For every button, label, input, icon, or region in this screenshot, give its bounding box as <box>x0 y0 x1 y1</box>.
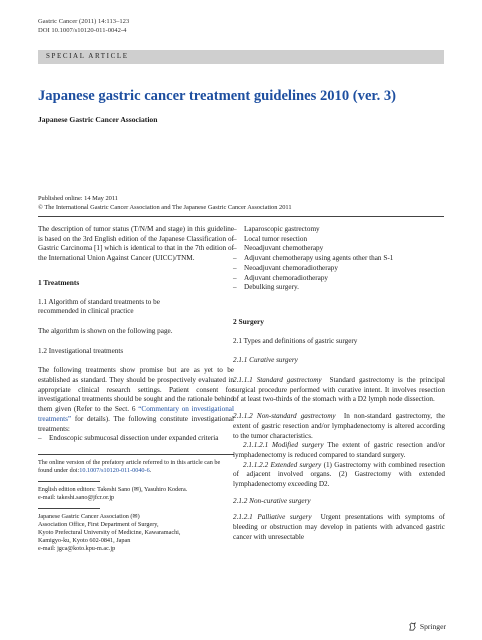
paragraph-2-1-1-1: 2.1.1.1 Standard gastrectomy Standard gastrectomy is the principal surgical procedure performed with curative intent. It involves resection of at least two-thirds of the stomach with a D2 lymph node dissection. <box>233 376 446 404</box>
algorithm-paragraph: The algorithm is shown on the following page. <box>38 326 173 335</box>
heading-1-1: 1.1 Algorithm of standard treatments to be recommended in clinical practice <box>38 297 160 316</box>
footnote-divider <box>38 481 100 482</box>
intro-paragraph: The description of tumor status (T/N/M and stage) in this guideline is based on the 3rd English edition of the Japanese Classification of Gastric Carcinoma [1] which is identical to that in the 7th edition of the International Union Against Cancer (UICC)/TNM. <box>38 225 234 263</box>
copyright: © The International Gastric Cancer Association and The Japanese Gastric Cancer Association 2011 <box>38 203 292 211</box>
list-item: – Adjuvant chemotherapy using agents other than S-1 <box>233 254 394 263</box>
investigational-list-continued <box>233 225 445 293</box>
list-item: – Debulking surgery. <box>233 283 299 292</box>
editor-email: e-mail: takeshi.sano@jfcr.or.jp <box>38 493 115 501</box>
list-item: – Neoadjuvant chemoradiotherapy <box>233 263 338 272</box>
commentary-link[interactable]: “Commentary on investigational treatments” <box>38 405 234 423</box>
investigational-paragraph: The following treatments show promise but are as yet to be established as standard. They should be prospectively evaluated in appropriate clinical research settings. Patient consent for investigational treatments should be sought and the rationale behind them given (Refer to the Sect. 6 “Commentary on investigational treatments” for details). The following constitute investigational treatments: <box>38 366 234 433</box>
journal-citation: Gastric Cancer (2011) 14:113–123 <box>38 18 130 25</box>
association-name: Japanese Gastric Cancer Association (✉) <box>38 512 140 520</box>
header-rule <box>38 216 444 217</box>
list-item: – Local tumor resection <box>233 234 308 243</box>
publisher-name: Springer <box>419 622 446 631</box>
author: Japanese Gastric Cancer Association <box>38 115 158 124</box>
running-header <box>38 18 129 35</box>
section-banner <box>38 50 444 64</box>
paragraph-2-1-1-2: 2.1.1.2 Non-standard gastrectomy In non-standard gastrectomy, the extent of gastric resection and/or lymphadenectomy is altered according to the tumor characteristics. <box>233 412 446 440</box>
list-item: – Laparoscopic gastrectomy <box>233 225 320 233</box>
footnote-divider <box>38 508 100 509</box>
online-version-note: The online version of the prefatory article referred to in this article can be found under doi:10.1007/s10120-011-0040-6. <box>38 458 221 474</box>
list-item: – Neoadjuvant chemotherapy <box>233 244 324 253</box>
editors-note: English edition editors: Takeshi Sano (✉), Yasuhiro Kodera. <box>38 485 188 493</box>
right-column <box>233 225 445 543</box>
article-title: Japanese gastric cancer treatment guidelines 2010 (ver. 3) <box>38 88 397 104</box>
doi: DOI 10.1007/s10120-011-0042-4 <box>38 26 127 34</box>
address-line: Kamigyo-ku, Kyoto 602-0841, Japan <box>38 536 131 544</box>
heading-2-1-2: 2.1.2 Non-curative surgery <box>233 496 311 505</box>
heading-2-1: 2.1 Types and definitions of gastric surgery <box>233 336 358 345</box>
investigational-list <box>38 434 234 444</box>
heading-2-1-1: 2.1.1 Curative surgery <box>233 356 298 365</box>
section-label: SPECIAL ARTICLE <box>46 52 129 60</box>
address-line: Kyoto Prefectural University of Medicine, Kawaramachi, <box>38 528 181 536</box>
heading-treatments: 1 Treatments <box>38 277 80 287</box>
heading-surgery: 2 Surgery <box>233 316 264 326</box>
address-line: Association Office, First Department of Surgery, <box>38 520 159 528</box>
published-date: Published online: 14 May 2011 <box>38 195 118 202</box>
heading-1-2: 1.2 Investigational treatments <box>38 346 124 355</box>
list-item: – Endoscopic submucosal dissection under expanded criteria <box>38 434 219 443</box>
publication-info <box>38 195 292 212</box>
publisher-mark <box>408 622 446 631</box>
left-column <box>38 225 234 553</box>
prefatory-doi-link[interactable]: 10.1007/s10120-011-0040-6 <box>79 466 150 474</box>
paragraph-2-1-2-1: 2.1.2.1 Palliative surgery Urgent presentations with symptoms of bleeding or obstruction may develop in patients with advanced gastric cancer with unresectable <box>233 513 446 541</box>
paragraph-2-1-1-2-2: 2.1.1.2.2 Extended surgery (1) Gastrectomy with combined resection of adjacent involved organs. (2) Gastrectomy with extended lymphadenectomy exceeding D2. <box>233 460 446 489</box>
association-email: e-mail: jgca@koto.kpu-m.ac.jp <box>38 544 116 552</box>
footnote-rule <box>38 454 234 455</box>
springer-horse-icon <box>408 622 417 631</box>
list-item: – Adjuvant chemoradiotherapy <box>233 273 329 282</box>
paragraph-2-1-1-2-1: 2.1.1.2.1 Modified surgery The extent of gastric resection and/or lymphadenectomy is reduced compared to standard surgery. <box>233 441 445 459</box>
